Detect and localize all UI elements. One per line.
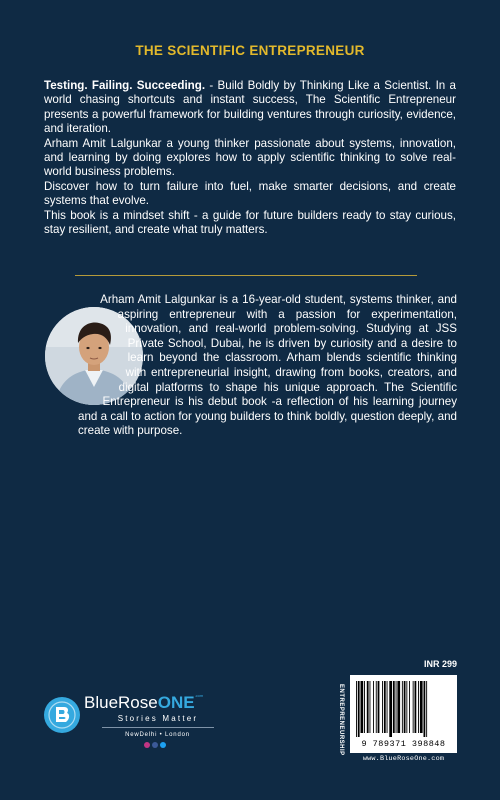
twitter-icon (160, 742, 166, 748)
barcode-bar (376, 681, 377, 733)
blurb-paragraph-4: This book is a mindset shift - a guide for future builders ready to stay curious, stay resilient, and create what truly matters. (44, 208, 456, 237)
blurb-lead: - Build Boldly by Thinking Like a Scientist. In a world chasing shortcuts and instant success, The Scientific Entrepreneur presents a powerful framework for building ventures through curiosity, evidence, and iteration. (44, 79, 456, 136)
price-label: INR 299 (424, 659, 458, 669)
facebook-icon (152, 742, 158, 748)
barcode-bar (424, 681, 426, 737)
bluerose-logo-icon (43, 696, 81, 734)
barcode-bar (384, 681, 386, 733)
publisher-name-accent: ONE (157, 693, 195, 712)
barcode-bar (370, 681, 371, 733)
barcode-bar (397, 681, 400, 733)
barcode-bar (373, 681, 374, 733)
barcode-bar (393, 681, 395, 733)
barcode-bar (378, 681, 380, 733)
blurb-paragraph-3: Discover how to turn failure into fuel, make smarter decisions, and create systems that evolve. (44, 179, 456, 208)
publisher-name-suffix: .com (194, 693, 204, 698)
barcode-bar (402, 681, 403, 733)
barcode-bar (382, 681, 383, 733)
book-title: THE SCIENTIFIC ENTREPRENEUR (135, 43, 365, 58)
barcode-bar (364, 681, 365, 733)
barcode-bar (367, 681, 369, 733)
blurb-paragraph-1 (44, 79, 456, 137)
publisher-website: www.BlueRoseOne.com (362, 755, 445, 763)
book-blurb (44, 79, 456, 237)
divider (75, 275, 417, 276)
social-icons (143, 741, 173, 749)
barcode-bar (396, 681, 397, 733)
isbn-number: 9 789371 398848 (361, 739, 446, 749)
barcode-bar (358, 681, 360, 737)
barcode-bar (361, 681, 364, 733)
publisher-tagline: Stories Matter (117, 714, 199, 723)
blurb-tagline: Testing. Failing. Succeeding. (44, 79, 206, 92)
barcode-bar (389, 681, 392, 737)
barcode-bar (426, 681, 427, 737)
publisher-name (84, 693, 203, 713)
author-bio-text: Arham Amit Lalgunkar is a 16-year-old student, systems thinker, and aspiring entrepreneur with a passion for experimentation, innovation, and real-world problem-solving. Studying at JSS Private School, Dubai, he is driven by curiosity and a desire to learn beyond the classroom. Arham blends scientific thinking with entrepreneurial insight, drawing from books, creators, and digital platforms to shape his unique approach. The Scientific Entrepreneur is his debut book -a reflection of his learning journey and a call to action for young builders to think boldly, question deeply, and create with purpose. (78, 293, 457, 438)
blurb-paragraph-2: Arham Amit Lalgunkar a young thinker passionate about systems, innovation, and learning by doing explores how to apply scientific thinking to solve real-world business problems. (44, 136, 456, 179)
barcode-bars (350, 675, 457, 737)
author-bio (78, 293, 457, 439)
barcode-bar (409, 681, 410, 733)
category-label: ENTREPRENEURSHIP (338, 684, 344, 756)
locations-divider (102, 727, 214, 728)
barcode-bar (415, 681, 417, 733)
publisher-name-main: BlueRose (84, 693, 158, 712)
instagram-icon (144, 742, 150, 748)
publisher-locations: NewDelhi • London (125, 732, 190, 738)
barcode-bar (387, 681, 388, 733)
barcode-bar (418, 681, 419, 733)
barcode-bar (356, 681, 357, 737)
barcode-bar (413, 681, 414, 733)
barcode-bar (420, 681, 423, 733)
barcode-bar (406, 681, 407, 733)
barcode-bar (404, 681, 406, 733)
